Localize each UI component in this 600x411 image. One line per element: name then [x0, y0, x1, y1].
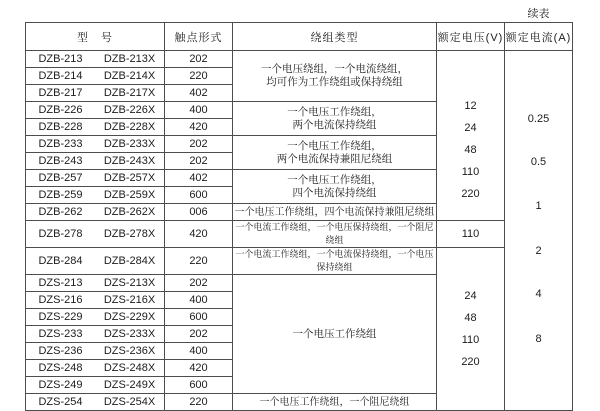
current-value: 8: [535, 333, 542, 345]
contact-cell: 600: [165, 309, 233, 326]
header-row: [26, 23, 573, 51]
winding-cell: 一个电压工作绕组， 两个电流保持兼阻尼绕组: [233, 136, 437, 170]
model-cell: DZB-214 DZB-214X: [26, 68, 165, 85]
contact-cell: 420: [165, 119, 233, 136]
model-cell: DZB-278 DZB-278X: [26, 221, 165, 248]
model-cell: DZS-216 DZS-216X: [26, 292, 165, 309]
current-cell: [505, 51, 573, 411]
winding-cell: 一个电流工作绕组，一个电压保持绕组，一个阻尼绕组: [233, 221, 437, 248]
spec-table: [25, 22, 573, 411]
model-cell: DZS-229 DZS-229X: [26, 309, 165, 326]
contact-cell: 420: [165, 360, 233, 377]
winding-cell: 一个电压工作绕组，四个电流保持兼阻尼绕组: [233, 204, 437, 221]
col-header-model: 型 号: [26, 23, 165, 51]
current-value: 1: [535, 200, 542, 212]
contact-cell: 006: [165, 204, 233, 221]
table-row: [26, 221, 573, 248]
current-value: 2: [535, 245, 542, 257]
voltage-cell: 24 48 110 220: [437, 248, 505, 411]
table-row: [26, 248, 573, 275]
current-value: 4: [535, 288, 542, 300]
winding-cell: 一个电压工作绕组，一个阻尼绕组: [233, 394, 437, 411]
continued-table-label: 续表: [527, 8, 550, 20]
model-cell: DZS-249 DZS-249X: [26, 377, 165, 394]
model-cell: DZS-236 DZS-236X: [26, 343, 165, 360]
contact-cell: 202: [165, 51, 233, 68]
col-header-voltage: 额定电压(V): [437, 23, 505, 51]
contact-cell: 202: [165, 275, 233, 292]
contact-cell: 420: [165, 221, 233, 248]
winding-cell: 一个电流工作绕组，一个电流保持绕组，一个电压保持绕组: [233, 248, 437, 275]
contact-cell: 220: [165, 394, 233, 411]
model-cell: DZB-284 DZB-284X: [26, 248, 165, 275]
contact-cell: 202: [165, 326, 233, 343]
contact-cell: 400: [165, 343, 233, 360]
contact-cell: 400: [165, 102, 233, 119]
contact-cell: 402: [165, 170, 233, 187]
spec-table-wrap: [25, 22, 574, 408]
model-cell: DZB-233 DZB-233X: [26, 136, 165, 153]
model-cell: DZB-226 DZB-226X: [26, 102, 165, 119]
model-cell: DZB-257 DZB-257X: [26, 170, 165, 187]
model-cell: DZB-217 DZB-217X: [26, 85, 165, 102]
model-cell: DZS-233 DZS-233X: [26, 326, 165, 343]
model-cell: DZB-243 DZB-243X: [26, 153, 165, 170]
current-value: 0.25: [527, 113, 550, 125]
model-cell: DZB-262 DZB-262X: [26, 204, 165, 221]
winding-cell: 一个电压工作绕组: [233, 275, 437, 394]
col-header-current: 额定电流(A): [505, 23, 573, 51]
model-cell: DZB-259 DZB-259X: [26, 187, 165, 204]
model-cell: DZS-248 DZS-248X: [26, 360, 165, 377]
table-row: [26, 51, 573, 68]
contact-cell: 202: [165, 153, 233, 170]
contact-cell: 220: [165, 248, 233, 275]
voltage-cell: 110: [437, 221, 505, 248]
col-header-winding: 绕组类型: [233, 23, 437, 51]
winding-cell: 一个电压工作绕组， 四个电流保持绕组: [233, 170, 437, 204]
winding-cell: 一个电压工作绕组， 两个电流保持绕组: [233, 102, 437, 136]
current-value: 0.5: [530, 156, 547, 168]
model-cell: DZS-213 DZS-213X: [26, 275, 165, 292]
contact-cell: 600: [165, 377, 233, 394]
model-cell: DZB-228 DZB-228X: [26, 119, 165, 136]
col-header-contact: 触点形式: [165, 23, 233, 51]
contact-cell: 220: [165, 68, 233, 85]
contact-cell: 400: [165, 292, 233, 309]
model-cell: DZB-213 DZB-213X: [26, 51, 165, 68]
model-cell: DZS-254 DZS-254X: [26, 394, 165, 411]
contact-cell: 402: [165, 85, 233, 102]
contact-cell: 600: [165, 187, 233, 204]
contact-cell: 202: [165, 136, 233, 153]
winding-cell: 一个电压绕组，一个电流绕组， 均可作为工作绕组或保持绕组: [233, 51, 437, 102]
voltage-cell: 12 24 48 110 220: [437, 51, 505, 221]
